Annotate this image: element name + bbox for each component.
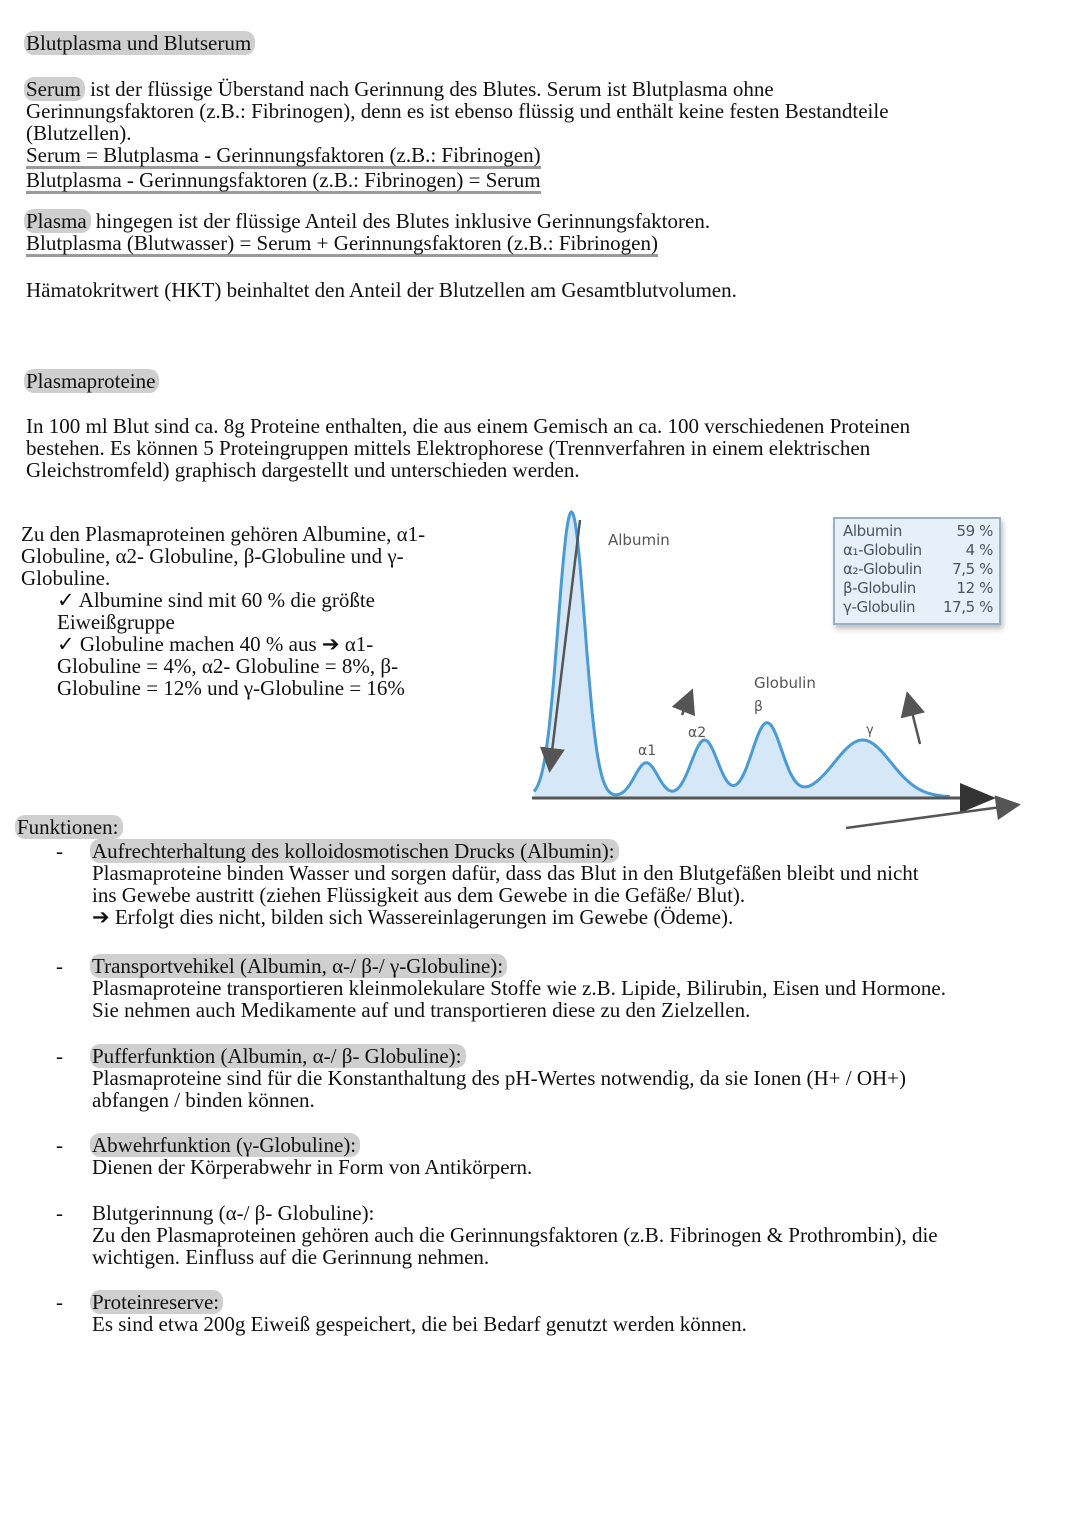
check-item-albumin: ✓ Albumine sind mit 60 % die größte: [57, 588, 375, 612]
function-text: Es sind etwa 200g Eiweiß gespeichert, die bei Bedarf genutzt werden können.: [92, 1312, 747, 1336]
serum-text-line: Gerinnungsfaktoren (z.B.: Fibrinogen), denn es ist ebenso flüssig und enthält keine festen Bestandteile: [26, 99, 889, 123]
legend-row: [843, 598, 993, 617]
plasma-text: hingegen ist der flüssige Anteil des Blutes inklusive Gerinnungsfaktoren.: [90, 209, 711, 233]
protein-groups-text: [21, 523, 425, 699]
function-title: Pufferfunktion (Albumin, α-/ β- Globuline):: [90, 1044, 466, 1068]
function-item-transport: [56, 955, 1046, 1021]
serum-text-line: ist der flüssige Überstand nach Gerinnung des Blutes. Serum ist Blutplasma ohne: [84, 77, 774, 101]
list-dash: -: [56, 954, 63, 978]
list-dash: -: [56, 1133, 63, 1157]
peak-label-beta: β: [754, 699, 763, 715]
function-text: Plasmaproteine sind für die Konstanthaltung des pH-Wertes notwendig, da sie Ionen (H+ / OH+): [92, 1066, 906, 1090]
check-list: [57, 589, 425, 699]
chart-legend: [833, 517, 1001, 625]
section-heading-funktionen: Funktionen:: [15, 815, 123, 839]
function-text: ➔ Erfolgt dies nicht, bilden sich Wassereinlagerungen im Gewebe (Ödeme).: [92, 905, 734, 929]
list-dash: -: [56, 1290, 63, 1314]
groups-line: Globuline, α2- Globuline, β-Globuline und γ-: [21, 544, 404, 568]
list-dash: -: [56, 1044, 63, 1068]
plasma-term: Plasma: [24, 209, 91, 233]
serum-text-line: (Blutzellen).: [26, 121, 132, 145]
legend-row: [843, 560, 993, 579]
formula-plasma: Blutplasma (Blutwasser) = Serum + Gerinnungsfaktoren (z.B.: Fibrinogen): [26, 231, 658, 255]
section-heading-blutplasma: Blutplasma und Blutserum: [24, 31, 255, 55]
check-item-globuline: ✓ Globuline machen 40 % aus ➔ α1-: [57, 632, 374, 656]
groups-line: Zu den Plasmaproteinen gehören Albumine, α1-: [21, 522, 426, 546]
annotation-arrow-right: [846, 805, 1016, 828]
formula-serum-reverse: Blutplasma - Gerinnungsfaktoren (z.B.: Fibrinogen) = Serum: [26, 168, 541, 192]
function-title: Proteinreserve:: [90, 1290, 223, 1314]
function-text: Zu den Plasmaproteinen gehören auch die Gerinnungsfaktoren (z.B. Fibrinogen & Prothrombin), die: [92, 1223, 938, 1247]
function-item-proteinreserve: [56, 1291, 1046, 1335]
function-item-blutgerinnung: [56, 1202, 1046, 1268]
plasma-definition: [26, 210, 710, 257]
serum-term: Serum: [24, 77, 85, 101]
function-text: Plasmaproteine binden Wasser und sorgen dafür, dass das Blut in den Blutgefäßen bleibt und nicht: [92, 861, 919, 885]
function-text: Plasmaproteine transportieren kleinmolekulare Stoffe wie z.B. Lipide, Bilirubin, Eisen und Hormone.: [92, 976, 946, 1000]
intro-line: bestehen. Es können 5 Proteingruppen mittels Elektrophorese (Trennverfahren in einem elektrischen: [26, 436, 871, 460]
legend-row: [843, 522, 993, 541]
formula-serum: Serum = Blutplasma - Gerinnungsfaktoren (z.B.: Fibrinogen): [26, 143, 541, 167]
function-text: Dienen der Körperabwehr in Form von Antikörpern.: [92, 1155, 533, 1179]
plasmaproteine-intro: [26, 415, 910, 481]
function-item-puffer: [56, 1045, 1046, 1111]
list-dash: -: [56, 1201, 63, 1225]
serum-definition: [26, 78, 889, 194]
list-dash: -: [56, 839, 63, 863]
function-title: Abwehrfunktion (γ-Globuline):: [90, 1133, 360, 1157]
annotation-arrow-up-alpha2: [682, 693, 691, 715]
legend-name: α₂-Globulin: [843, 560, 922, 578]
annotation-arrow-up-gamma: [908, 696, 920, 744]
legend-name: α₁-Globulin: [843, 541, 922, 559]
function-title: Aufrechterhaltung des kolloidosmotischen Drucks (Albumin):: [90, 839, 619, 863]
peak-label-albumin: Albumin: [608, 531, 670, 549]
function-text: ins Gewebe austritt (ziehen Flüssigkeit aus dem Gewebe in die Gefäße/ Blut).: [92, 883, 746, 907]
function-item-kolloidosmotisch: [56, 840, 1046, 928]
section-blutplasma: [26, 32, 255, 54]
legend-value: 4 %: [965, 541, 993, 559]
intro-line: Gleichstromfeld) graphisch dargestellt und unterschieden werden.: [26, 458, 580, 482]
section-funktionen: [17, 816, 123, 838]
legend-value: 17,5 %: [942, 598, 993, 616]
hkt-text: Hämatokritwert (HKT) beinhaltet den Anteil der Blutzellen am Gesamtblutvolumen.: [26, 278, 737, 302]
legend-value: 59 %: [956, 522, 993, 540]
legend-value: 12 %: [956, 579, 993, 597]
function-text: wichtigen. Einfluss auf die Gerinnung nehmen.: [92, 1245, 490, 1269]
section-plasmaproteine: [26, 370, 159, 392]
peak-label-alpha2: α2: [688, 725, 707, 741]
legend-name: β-Globulin: [843, 579, 916, 597]
peak-label-gamma: γ: [866, 723, 874, 738]
check-item-globuline-cont: Globuline = 12% und γ-Globuline = 16%: [57, 676, 405, 700]
peak-label-alpha1: α1: [638, 743, 657, 759]
function-text: Sie nehmen auch Medikamente auf und transportieren diese zu den Zielzellen.: [92, 998, 751, 1022]
legend-name: γ-Globulin: [843, 598, 916, 616]
section-heading-plasmaproteine: Plasmaproteine: [24, 369, 159, 393]
function-title: Blutgerinnung (α-/ β- Globuline):: [92, 1201, 375, 1225]
legend-row: [843, 541, 993, 560]
group-label-globulin: Globulin: [754, 674, 816, 692]
check-item-albumin-cont: Eiweißgruppe: [57, 610, 175, 634]
function-item-abwehr: [56, 1134, 1046, 1178]
intro-line: In 100 ml Blut sind ca. 8g Proteine enthalten, die aus einem Gemisch an ca. 100 verschiedenen Proteinen: [26, 414, 911, 438]
hkt-definition: [26, 279, 737, 301]
electrophoresis-chart: [520, 500, 1040, 840]
check-item-globuline-cont: Globuline = 4%, α2- Globuline = 8%, β-: [57, 654, 399, 678]
function-text: abfangen / binden können.: [92, 1088, 315, 1112]
legend-name: Albumin: [843, 522, 902, 540]
legend-row: [843, 579, 993, 598]
groups-line: Globuline.: [21, 566, 111, 590]
legend-value: 7,5 %: [952, 560, 993, 578]
function-title: Transportvehikel (Albumin, α-/ β-/ γ-Globuline):: [90, 954, 507, 978]
